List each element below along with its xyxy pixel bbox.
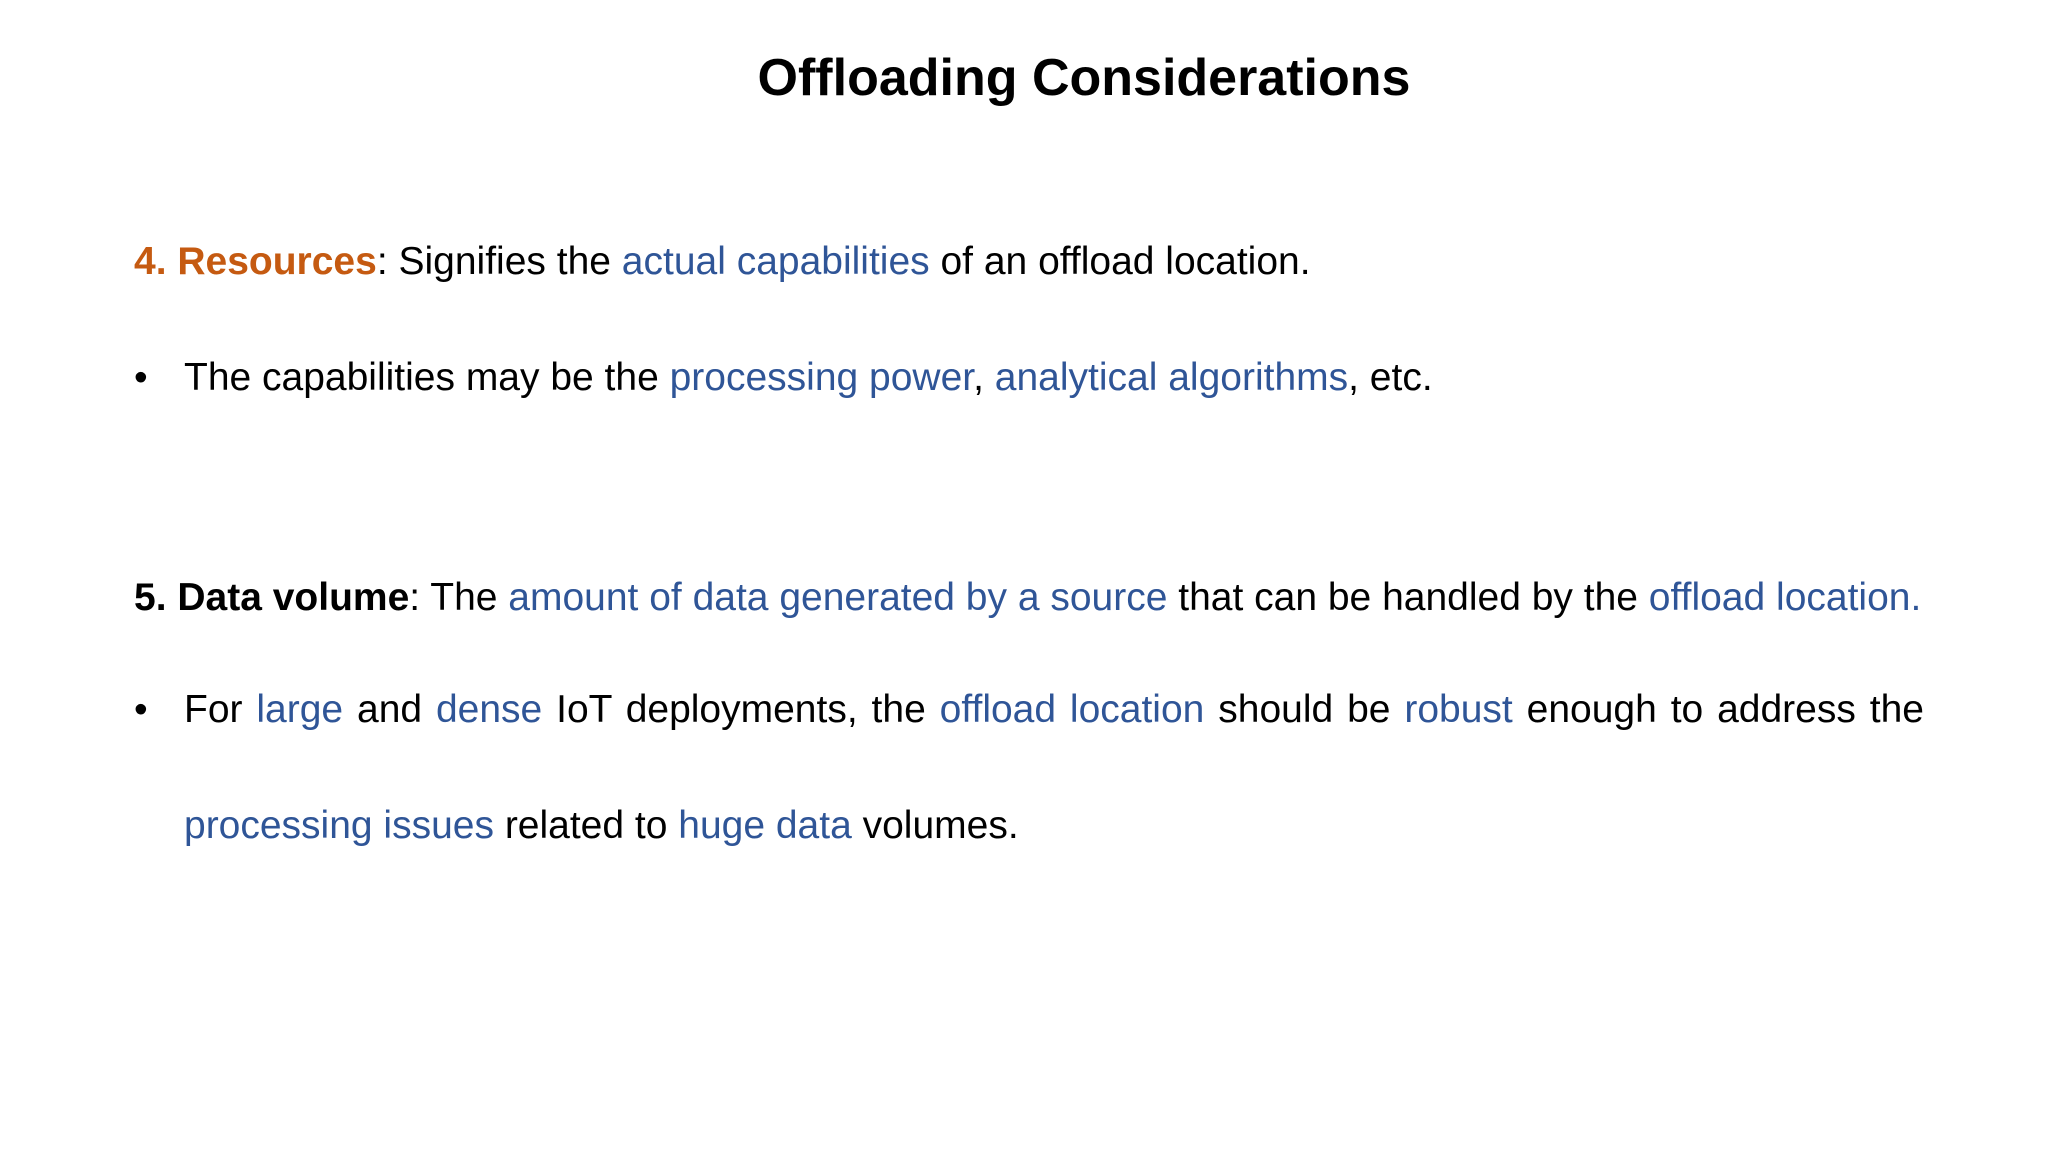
section-4-line	[134, 236, 1311, 288]
highlight-processing-issues: processing issues	[184, 804, 494, 847]
section-4-text-1: Signifies the	[387, 240, 622, 283]
line-2-text-1: related to	[493, 804, 679, 847]
section-5-line	[134, 572, 1921, 624]
bullet-mark: •	[134, 688, 148, 731]
word: to	[1670, 688, 1704, 731]
section-4-label: 4. Resources	[134, 240, 377, 283]
slide-title: Offloading Considerations	[757, 49, 1411, 107]
bullet-mark: •	[134, 356, 148, 399]
section-4-colon: :	[376, 240, 388, 283]
word: the	[1869, 688, 1924, 731]
section-5-bullet-line-1	[184, 684, 1924, 736]
section-5-colon: :	[409, 576, 421, 619]
section-4-bullet-text-3: , etc.	[1348, 356, 1433, 399]
section-4-text-2: of an offload location.	[929, 240, 1311, 283]
line-2-text-2: volumes.	[851, 804, 1019, 847]
word-highlight-large: large	[256, 688, 344, 731]
section-4-bullet-text-2: ,	[973, 356, 995, 399]
word: IoT	[556, 688, 612, 731]
word: and	[357, 688, 423, 731]
word-highlight-robust: robust	[1404, 688, 1513, 731]
word: should	[1218, 688, 1334, 731]
word: the	[871, 688, 926, 731]
word: be	[1347, 688, 1391, 731]
section-5-highlight-amount-of-data: amount of data generated by a source	[508, 576, 1168, 619]
section-4-bullet-line	[184, 352, 1433, 404]
word-highlight-dense: dense	[435, 688, 543, 731]
section-5-highlight-offload-location: offload location.	[1648, 576, 1922, 619]
section-5-text-2: that can be handled by the	[1167, 576, 1649, 619]
word-highlight-offload-location: offload location	[939, 688, 1205, 731]
section-4-bullet-highlight-processing-power: processing power	[669, 356, 974, 399]
section-4-bullet-highlight-analytical-algorithms: analytical algorithms	[994, 356, 1349, 399]
word: For	[184, 688, 243, 731]
word: address	[1717, 688, 1856, 731]
word: enough	[1526, 688, 1657, 731]
word: deployments,	[625, 688, 858, 731]
section-5-text-1: The	[420, 576, 509, 619]
section-5-label: 5. Data volume	[134, 576, 410, 619]
section-4-highlight-actual-capabilities: actual capabilities	[621, 240, 930, 283]
section-4-bullet-text-1: The capabilities may be the	[184, 356, 670, 399]
highlight-huge-data: huge data	[678, 804, 852, 847]
section-5-bullet-line-2	[184, 800, 1019, 852]
